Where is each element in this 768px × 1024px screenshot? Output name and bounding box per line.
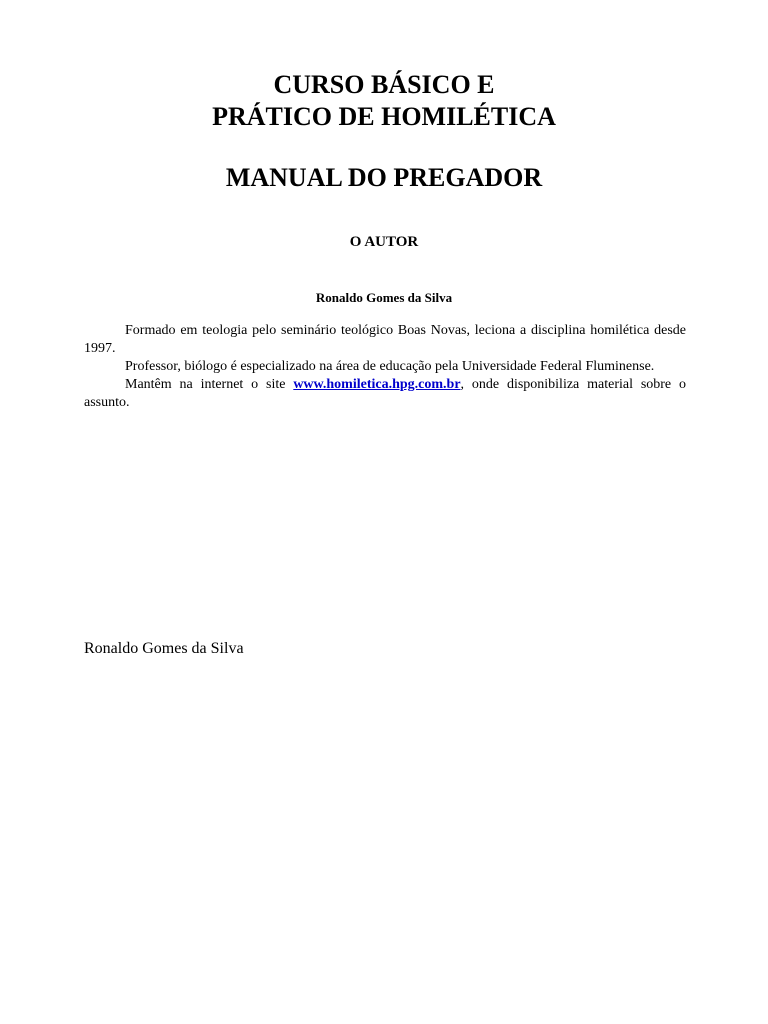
bio-paragraph-3 <box>84 376 686 412</box>
bio-paragraph-2: Professor, biólogo é especializado na área de educação pela Universidade Federal Fluminense. <box>125 359 655 374</box>
bio-paragraph-1: Formado em teologia pelo seminário teológico Boas Novas, leciona a disciplina homilética desde 1997. <box>84 323 686 356</box>
bio-paragraph-3-before: Mantêm na internet o site <box>125 377 294 392</box>
document-subtitle: MANUAL DO PREGADOR <box>225 163 543 192</box>
author-bio <box>84 322 686 412</box>
document-title <box>0 69 768 133</box>
author-name: Ronaldo Gomes da Silva <box>315 290 453 305</box>
website-link[interactable]: www.homiletica.hpg.com.br <box>293 377 461 392</box>
title-line-2: PRÁTICO DE HOMILÉTICA <box>212 102 556 131</box>
title-line-1: CURSO BÁSICO E <box>273 70 495 99</box>
author-signature: Ronaldo Gomes da Silva <box>84 640 244 657</box>
section-heading-author: O AUTOR <box>349 234 419 250</box>
bio-paragraph-3-after: , onde disponibiliza material sobre o assunto. <box>84 377 686 410</box>
